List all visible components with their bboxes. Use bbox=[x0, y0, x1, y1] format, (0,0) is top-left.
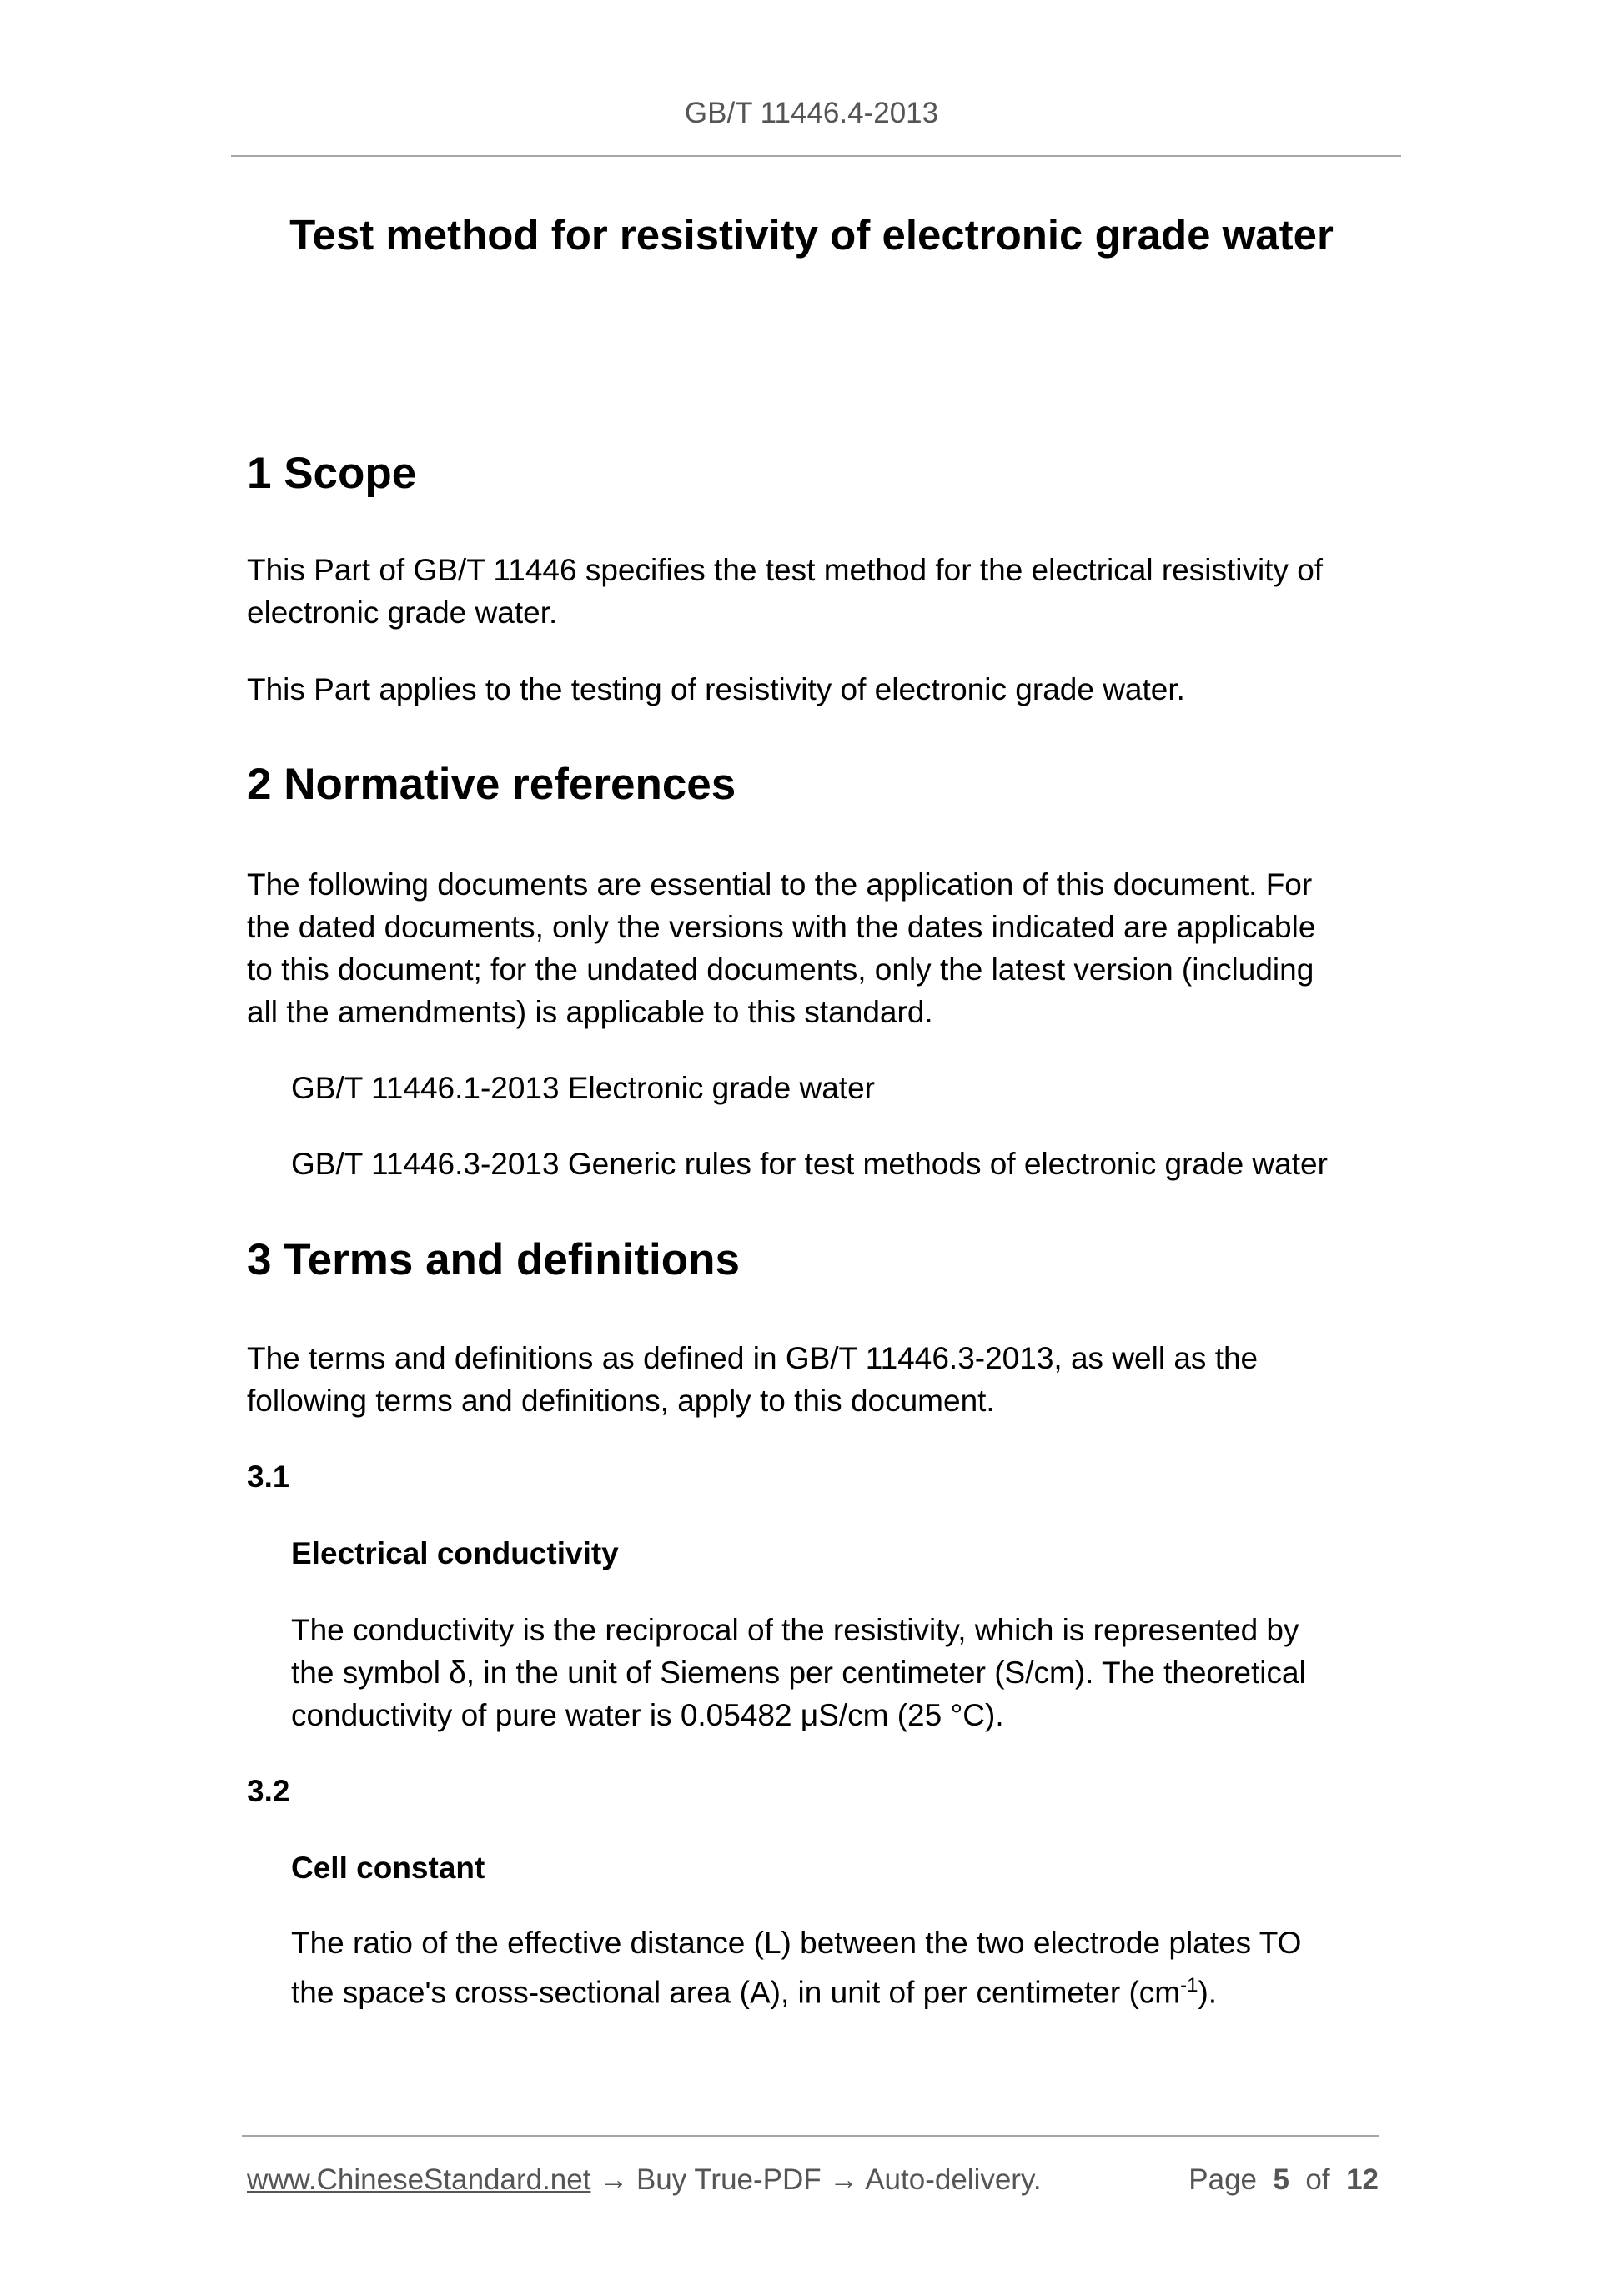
section-heading-terms-definitions: 3 Terms and definitions bbox=[247, 1235, 740, 1284]
reference-item: GB/T 11446.1-2013 Electronic grade water bbox=[291, 1071, 875, 1105]
document-title: Test method for resistivity of electronic grade water bbox=[289, 211, 1334, 259]
superscript-exponent: -1 bbox=[1180, 1974, 1198, 1997]
scope-paragraph-line: electronic grade water. bbox=[247, 595, 558, 630]
total-pages: 12 bbox=[1346, 2163, 1379, 2196]
term-number: 3.2 bbox=[247, 1774, 290, 1808]
terms-paragraph-line: The terms and definitions as defined in GB/T 11446.3-2013, as well as the bbox=[247, 1341, 1259, 1375]
term-definition-line: The ratio of the effective distance (L) between the two electrode plates TO bbox=[291, 1926, 1302, 1960]
term-number: 3.1 bbox=[247, 1459, 290, 1494]
term-definition-line: The conductivity is the reciprocal of the resistivity, which is represented by bbox=[291, 1613, 1299, 1647]
term-name: Electrical conductivity bbox=[291, 1536, 619, 1570]
definition-text: the space's cross-sectional area (A), in unit of per centimeter (cm bbox=[291, 1975, 1181, 2010]
footer-divider bbox=[242, 2135, 1379, 2137]
arrow-right-icon: → bbox=[599, 2163, 629, 2196]
reference-item: GB/T 11446.3-2013 Generic rules for test methods of electronic grade water bbox=[291, 1147, 1328, 1181]
footer-promo bbox=[247, 2162, 1042, 2198]
buy-text: Buy True-PDF bbox=[636, 2163, 822, 2196]
arrow-right-icon: → bbox=[829, 2163, 859, 2196]
term-name: Cell constant bbox=[291, 1851, 485, 1885]
current-page: 5 bbox=[1273, 2163, 1289, 2196]
delivery-text: Auto-delivery. bbox=[865, 2163, 1042, 2196]
term-definition-line: conductivity of pure water is 0.05482 μS/cm (25 °C). bbox=[291, 1698, 1004, 1732]
page-indicator bbox=[1188, 2162, 1379, 2198]
scope-applicability-paragraph: This Part applies to the testing of resistivity of electronic grade water. bbox=[247, 672, 1185, 706]
term-definition-line: the symbol δ, in the unit of Siemens per centimeter (S/cm). The theoretical bbox=[291, 1655, 1306, 1690]
scope-paragraph-line: This Part of GB/T 11446 specifies the test method for the electrical resistivity of bbox=[247, 553, 1324, 587]
definition-text: ). bbox=[1198, 1975, 1218, 2010]
running-header: GB/T 11446.4-2013 bbox=[684, 97, 939, 129]
section-heading-scope: 1 Scope bbox=[247, 449, 417, 498]
references-paragraph-line: the dated documents, only the versions with the dates indicated are applicable bbox=[247, 910, 1316, 944]
section-heading-normative-references: 2 Normative references bbox=[247, 760, 736, 809]
references-paragraph-line: to this document; for the undated documents, only the latest version (including bbox=[247, 952, 1314, 987]
header-divider bbox=[231, 155, 1401, 157]
page-label: Page bbox=[1188, 2163, 1258, 2196]
references-paragraph-line: all the amendments) is applicable to this standard. bbox=[247, 995, 933, 1029]
references-paragraph-line: The following documents are essential to the application of this document. For bbox=[247, 867, 1313, 902]
website-link[interactable]: www.ChineseStandard.net bbox=[247, 2163, 591, 2196]
term-definition-line bbox=[291, 1964, 1386, 2013]
of-label: of bbox=[1305, 2163, 1330, 2196]
terms-paragraph-line: following terms and definitions, apply to this document. bbox=[247, 1384, 995, 1418]
